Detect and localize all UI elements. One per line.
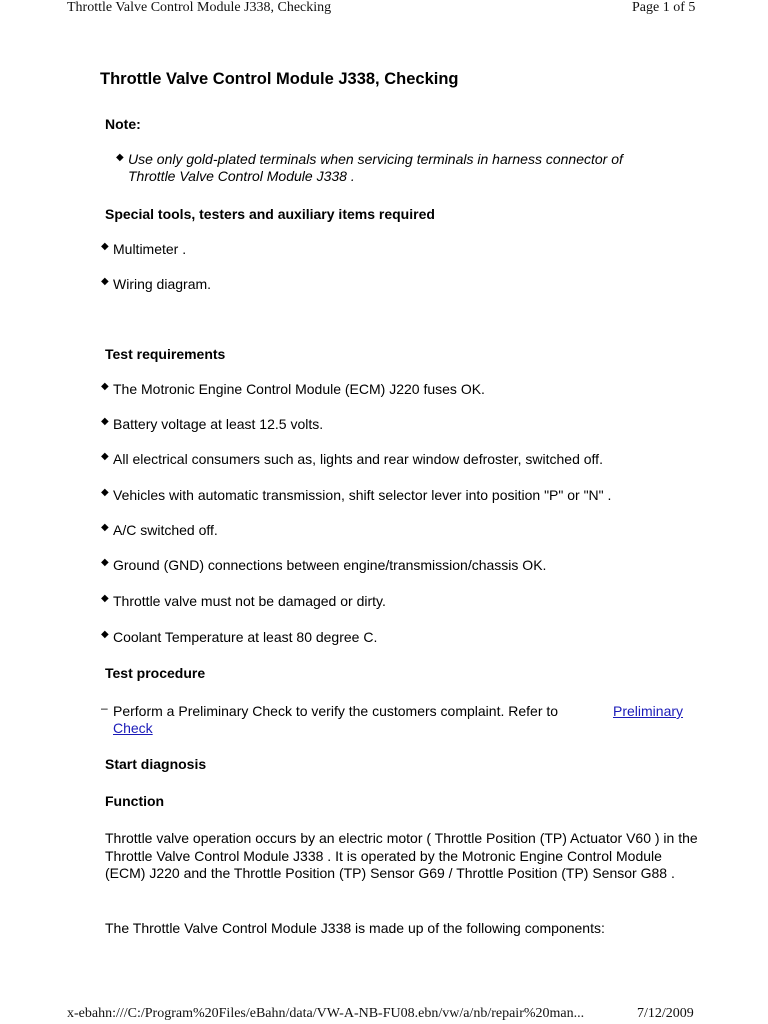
requirement-item: All electrical consumers such as, lights and rear window defroster, switched off. xyxy=(113,451,603,467)
tools-item-wiring-diagram: Wiring diagram. xyxy=(113,276,212,292)
components-intro-paragraph: The Throttle Valve Control Module J338 is made up of the following components: xyxy=(105,920,605,936)
footer-date: 7/12/2009 xyxy=(637,1006,694,1021)
procedure-label: Test procedure xyxy=(105,665,206,681)
tools-label: Special tools, testers and auxiliary items required xyxy=(105,206,435,222)
note-line-2: Throttle Valve Control Module J338 . xyxy=(128,168,355,184)
bullet-icon: ◆ xyxy=(101,487,109,498)
requirement-item: The Motronic Engine Control Module (ECM) J220 fuses OK. xyxy=(113,381,485,397)
bullet-icon: ◆ xyxy=(116,152,124,163)
preliminary-check-link-continued[interactable]: Check xyxy=(113,720,153,736)
requirement-item: Throttle valve must not be damaged or dirty. xyxy=(113,593,386,609)
start-diagnosis-label: Start diagnosis xyxy=(105,756,207,772)
requirement-item: Ground (GND) connections between engine/transmission/chassis OK. xyxy=(113,557,547,573)
function-paragraph: Throttle valve operation occurs by an electric motor ( Throttle Position (TP) Actuator V60 ) in the Throttle Valve Control Module J338 . It is operated by the Motronic Engine Control Module (ECM) J220 and the Throttle Position (TP) Sensor G69 / Throttle Position (TP) Sensor G88 . xyxy=(105,830,698,881)
header-doc-title: Throttle Valve Control Module J338, Checking xyxy=(67,0,332,15)
bullet-icon: ◆ xyxy=(101,241,109,252)
header-page-info: Page 1 of 5 xyxy=(632,0,696,15)
page-title: Throttle Valve Control Module J338, Checking xyxy=(100,70,459,88)
bullet-icon: ◆ xyxy=(101,593,109,604)
bullet-icon: ◆ xyxy=(101,522,109,533)
bullet-icon: ◆ xyxy=(101,629,109,640)
requirement-item: Vehicles with automatic transmission, shift selector lever into position "P" or "N" . xyxy=(113,487,612,503)
preliminary-check-link[interactable]: Preliminary xyxy=(613,703,684,719)
note-line-1: Use only gold-plated terminals when servicing terminals in harness connector of xyxy=(128,151,623,167)
note-label: Note: xyxy=(105,116,141,132)
requirement-item: A/C switched off. xyxy=(113,522,218,538)
requirement-item: Battery voltage at least 12.5 volts. xyxy=(113,416,324,432)
requirement-item: Coolant Temperature at least 80 degree C. xyxy=(113,629,378,645)
bullet-icon: ◆ xyxy=(101,276,109,287)
tools-item-multimeter: Multimeter . xyxy=(113,241,187,257)
dash-icon: – xyxy=(101,701,108,715)
requirements-label: Test requirements xyxy=(105,346,226,362)
procedure-text: Perform a Preliminary Check to verify the customers complaint. Refer to xyxy=(113,703,559,719)
bullet-icon: ◆ xyxy=(101,381,109,392)
bullet-icon: ◆ xyxy=(101,451,109,462)
bullet-icon: ◆ xyxy=(101,557,109,568)
footer-path: x-ebahn:///C:/Program%20Files/eBahn/data/VW-A-NB-FU08.ebn/vw/a/nb/repair%20man... xyxy=(67,1006,585,1021)
function-label: Function xyxy=(105,793,165,809)
bullet-icon: ◆ xyxy=(101,416,109,427)
